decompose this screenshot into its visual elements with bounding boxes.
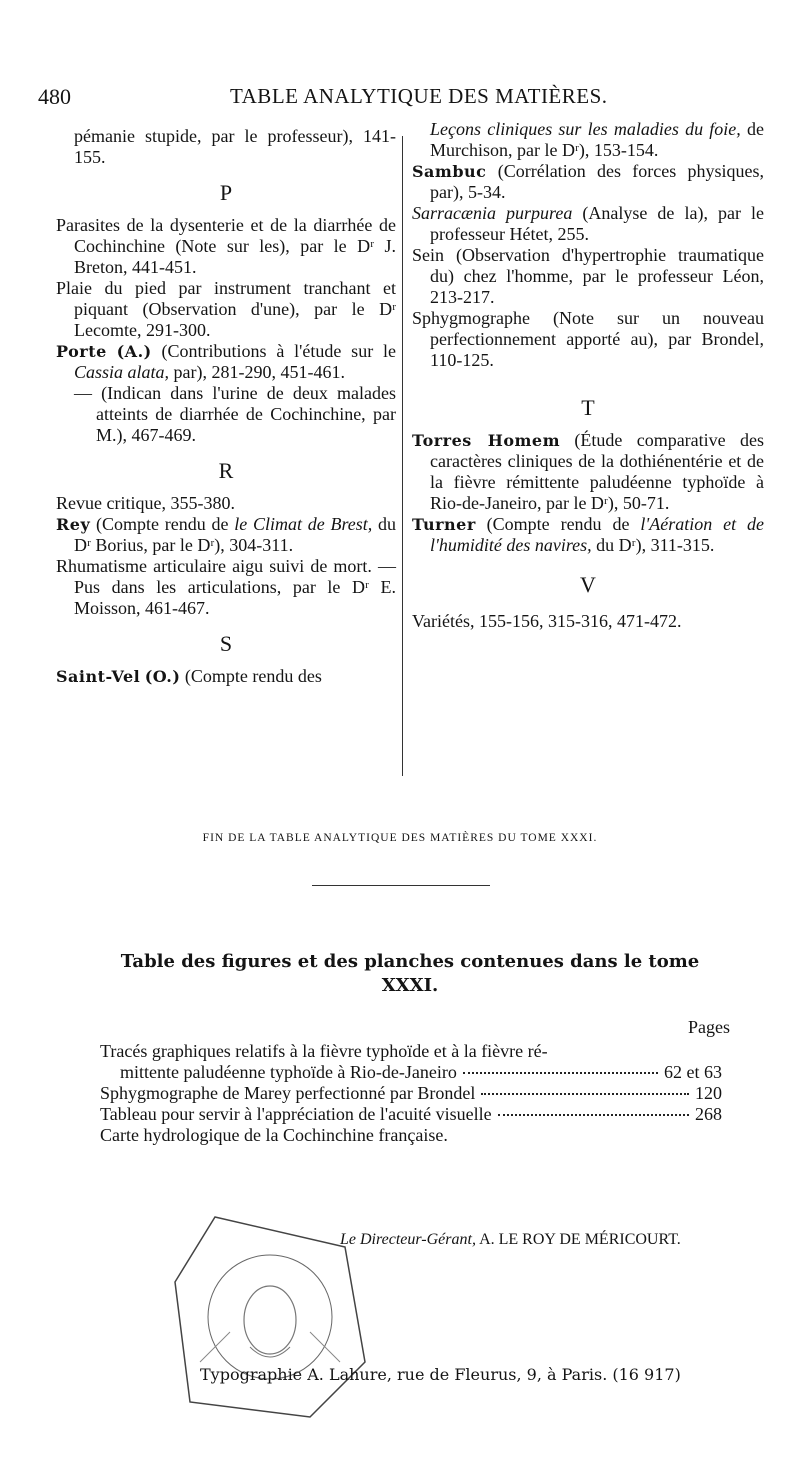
- section-letter-s: S: [219, 631, 233, 656]
- author-initial: (O.): [144, 667, 181, 686]
- entry-text: du Dʳ), 311-315.: [596, 535, 715, 555]
- entry-text: (Contributions à l'étude sur le: [161, 341, 396, 361]
- end-of-table-line: FIN DE LA TABLE ANALYTIQUE DES MATIÈRES DU TOME XXXI.: [202, 832, 598, 844]
- page-header: [38, 84, 773, 114]
- entry-porte-dash: — (Indican dans l'urine de deux malades atteints de diarrhée de Cochinchine, par M.), 467-469.: [74, 383, 396, 445]
- entry-varietes: Variétés, 155-156, 315-316, 471-472.: [412, 611, 682, 631]
- entry-text: (Compte rendu de: [486, 514, 630, 534]
- section-letter-t: T: [581, 395, 595, 420]
- figure-text: mittente paludéenne typhoïde à Rio-de-Janeiro: [120, 1062, 457, 1082]
- entry-sarracenia: [412, 203, 764, 245]
- running-title: TABLE ANALYTIQUE DES MATIÈRES.: [230, 84, 608, 108]
- entry-revue: Revue critique, 355-380.: [56, 493, 235, 513]
- entry-text: du Dʳ Borius, par le Dʳ), 304-311.: [74, 514, 397, 555]
- author-name: Turner: [412, 515, 476, 534]
- section-letter-p: P: [219, 180, 233, 205]
- entry-sein: Sein (Observation d'hypertrophie traumatique du) chez l'homme, par le professeur Léon, 213-217.: [412, 245, 764, 307]
- entry-porte: [56, 341, 396, 383]
- leader-dots: [498, 1114, 689, 1116]
- entry-text: (Analyse de la), par le professeur Hétet, 255.: [430, 203, 764, 244]
- author-name: Porte: [56, 342, 107, 361]
- entry-parasites: Parasites de la dysenterie et de la diarrhée de Cochinchine (Note sur les), par le Dʳ J. Breton, 441-451.: [56, 215, 396, 277]
- entry-text: (Corrélation des forces physiques, par), 5-34.: [430, 161, 765, 202]
- left-column: [56, 126, 396, 687]
- section-letter-r: R: [218, 458, 234, 483]
- figure-page: 120: [695, 1083, 722, 1103]
- figure-line: [100, 1062, 722, 1083]
- printer-imprint: Typographie A. Lahure, rue de Fleurus, 9, à Paris. (16 917): [200, 1365, 681, 1384]
- figures-list: [100, 1041, 722, 1146]
- list-item: [100, 1083, 722, 1104]
- director-signature-line: [340, 1231, 681, 1249]
- entry-turner: [412, 514, 764, 556]
- right-column: [412, 119, 764, 632]
- entry-sambuc: [412, 161, 764, 203]
- entry-text: de Murchison, par le Dʳ), 153-154.: [430, 119, 764, 160]
- figure-text: Tableau pour servir à l'appréciation de l'acuité visuelle: [100, 1104, 492, 1124]
- entry-text: (Compte rendu des: [184, 666, 322, 686]
- author-initial: (A.): [116, 342, 152, 361]
- library-stamp-seal: [170, 1212, 370, 1422]
- entry-text: (Compte rendu de: [96, 514, 229, 534]
- leader-dots: [463, 1072, 658, 1074]
- entry-text: par), 281-290, 451-461.: [173, 362, 345, 382]
- entry-italic: l'Aération et de l'humidité des navires,: [430, 514, 765, 555]
- pages-column-label: Pages: [688, 1017, 730, 1037]
- page-number: 480: [38, 84, 71, 109]
- author-name: Saint-Vel: [56, 667, 141, 686]
- list-item: [100, 1104, 722, 1125]
- entry-carry: pémanie stupide, par le professeur), 141-155.: [74, 126, 396, 167]
- entry-text: (Étude comparative des caractères cliniques de la dothiénentérie et de la fièvre rémittente paludéenne typhoïde à Rio-de-Janeiro, par le Dʳ), 50-71.: [430, 430, 764, 513]
- entry-sphygmographe: Sphygmographe (Note sur un nouveau perfectionnement apporté au), par Brondel, 110-125.: [412, 308, 764, 370]
- entry-italic: le Climat de Brest,: [234, 514, 373, 534]
- entry-italic: Cassia alata,: [74, 362, 170, 382]
- leader-dots: [481, 1093, 689, 1095]
- entry-saint-vel: [56, 666, 396, 687]
- author-name: Torres Homem: [412, 431, 561, 450]
- entry-italic: Leçons cliniques sur les maladies du foie,: [430, 119, 741, 139]
- entry-plaie: Plaie du pied par instrument tranchant et piquant (Observation d'une), par le Dʳ Lecomte, 291-300.: [56, 278, 396, 340]
- author-name: Rey: [56, 515, 91, 534]
- entry-lecons: [412, 119, 764, 161]
- director-role: Le Directeur-Gérant,: [340, 1231, 476, 1248]
- figures-title: Table des figures et des planches contenues dans le tome XXXI.: [120, 951, 700, 996]
- entry-italic: Sarracænia purpurea: [412, 203, 573, 223]
- entry-torres-homem: [412, 430, 764, 514]
- list-item: [100, 1125, 722, 1146]
- figure-text: Sphygmographe de Marey perfectionné par Brondel: [100, 1083, 476, 1103]
- section-letter-v: V: [580, 572, 596, 597]
- figure-page: 62 et 63: [664, 1062, 722, 1082]
- entry-rey: [56, 514, 396, 556]
- list-item: [100, 1041, 722, 1083]
- entry-rhumatisme: Rhumatisme articulaire aigu suivi de mort. — Pus dans les articulations, par le Dʳ E. Moisson, 461-467.: [56, 556, 396, 618]
- figure-text: Carte hydrologique de la Cochinchine française.: [100, 1125, 448, 1145]
- director-name: A. LE ROY DE MÉRICOURT.: [479, 1231, 681, 1248]
- figure-text: Tracés graphiques relatifs à la fièvre typhoïde et à la fièvre ré-: [100, 1041, 548, 1061]
- figure-page: 268: [695, 1104, 722, 1124]
- column-divider: [402, 136, 403, 776]
- author-name: Sambuc: [412, 162, 487, 181]
- horizontal-rule: [312, 885, 490, 886]
